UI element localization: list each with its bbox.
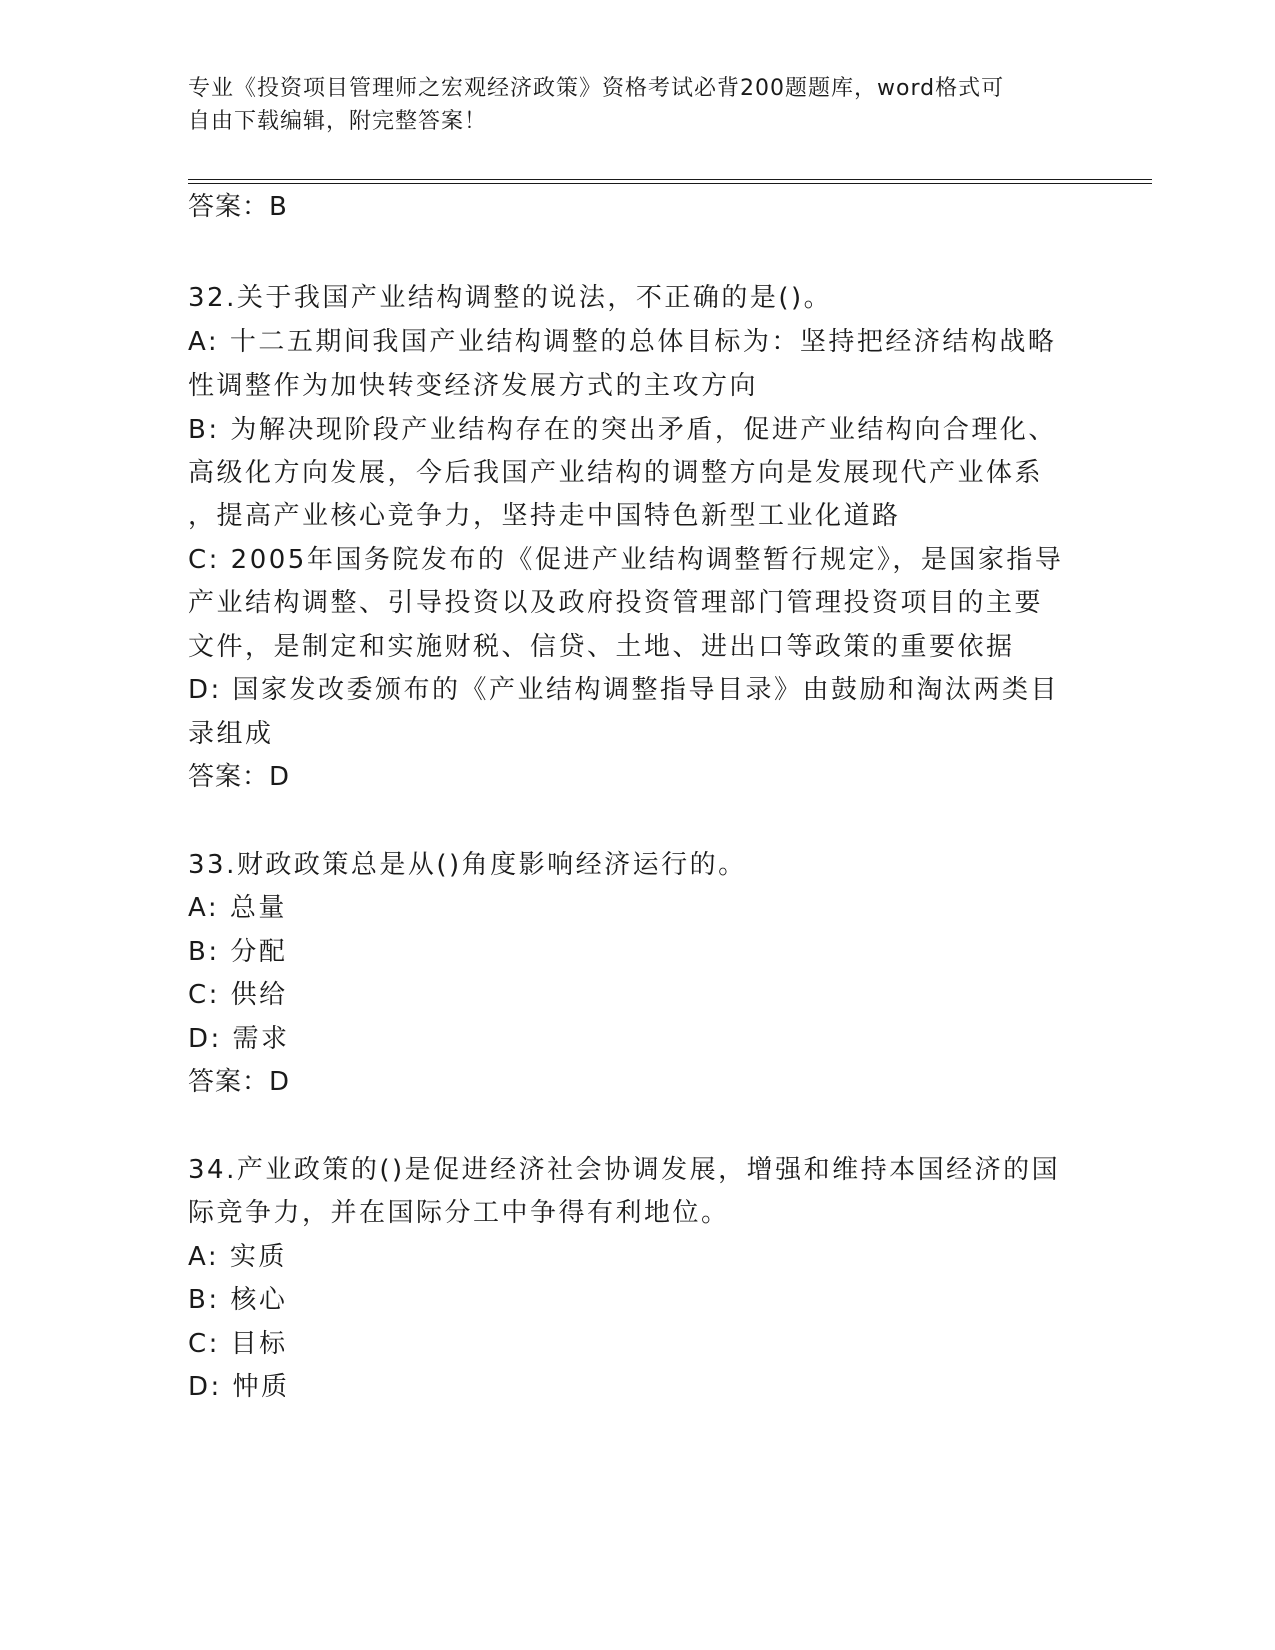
header-title-line-1: 专业《投资项目管理师之宏观经济政策》资格考试必背200题题库，word格式可 (188, 76, 1005, 101)
q33-answer: 答案：D (188, 1067, 291, 1097)
q34-option-b: B: 核心 (188, 1285, 288, 1315)
q32-option-c-line-3: 文件，是制定和实施财税、信贷、土地、进出口等政策的重要依据 (188, 632, 1015, 662)
q33-option-a: A: 总量 (188, 893, 287, 923)
q33-option-b: B: 分配 (188, 937, 288, 967)
q32-option-a-line-1: A: 十二五期间我国产业结构调整的总体目标为：坚持把经济结构战略 (188, 327, 1057, 357)
q32-option-c-line-1: C: 2005年国务院发布的《促进产业结构调整暂行规定》，是国家指导 (188, 545, 1064, 575)
q32-option-b-line-2: 高级化方向发展，今后我国产业结构的调整方向是发展现代产业体系 (188, 458, 1044, 488)
header-title-line-2: 自由下载编辑，附完整答案！ (188, 109, 488, 134)
document-header (188, 72, 1088, 138)
q33-question: 33.财政政策总是从()角度影响经济运行的。 (188, 850, 747, 880)
q34-option-a: A: 实质 (188, 1242, 287, 1272)
q32-option-b-line-1: B: 为解决现阶段产业结构存在的突出矛盾，促进产业结构向合理化、 (188, 415, 1057, 445)
q34-option-d: D: 忡质 (188, 1372, 290, 1402)
q34-question-line-1: 34.产业政策的()是促进经济社会协调发展，增强和维持本国经济的国 (188, 1155, 1061, 1185)
q32-option-d-line-2: 录组成 (188, 719, 274, 749)
q32-option-c-line-2: 产业结构调整、引导投资以及政府投资管理部门管理投资项目的主要 (188, 588, 1044, 618)
q33-option-c: C: 供给 (188, 980, 288, 1010)
previous-answer: 答案：B (188, 192, 288, 222)
q32-option-b-line-3: ，提高产业核心竞争力，坚持走中国特色新型工业化道路 (188, 501, 901, 531)
q32-answer: 答案：D (188, 762, 291, 792)
q34-option-c: C: 目标 (188, 1329, 288, 1359)
q32-option-d-line-1: D: 国家发改委颁布的《产业结构调整指导目录》由鼓励和淘汰两类目 (188, 675, 1060, 705)
q32-question: 32.关于我国产业结构调整的说法，不正确的是()。 (188, 283, 833, 313)
q33-option-d: D: 需求 (188, 1024, 290, 1054)
header-divider-top (188, 179, 1152, 180)
header-divider-bottom (188, 183, 1152, 184)
q34-question-line-2: 际竞争力，并在国际分工中争得有利地位。 (188, 1198, 730, 1228)
q32-option-a-line-2: 性调整作为加快转变经济发展方式的主攻方向 (188, 371, 759, 401)
